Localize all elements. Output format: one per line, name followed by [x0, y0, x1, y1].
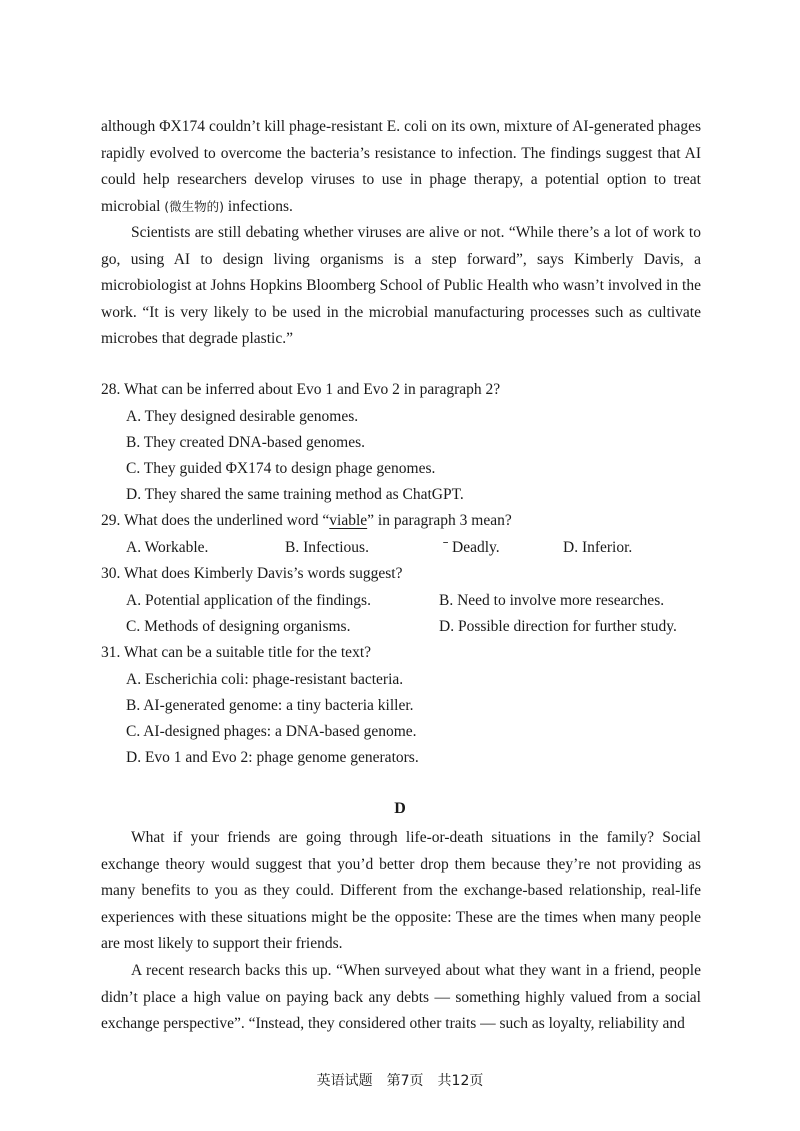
- page-footer: 英语试题 第7页 共12页: [316, 1073, 484, 1089]
- question-29-option-d: D. Inferior.: [563, 539, 633, 556]
- question-30-option-a: A. Potential application of the findings.: [126, 592, 371, 609]
- question-29-option-b: B. Infectious.: [285, 539, 369, 556]
- stem-text: ” in paragraph 3 mean?: [367, 512, 512, 529]
- question-31-stem: 31. What can be a suitable title for the text?: [101, 644, 372, 661]
- passage-c-paragraph-1: [101, 114, 701, 220]
- question-28-stem: 28. What can be inferred about Evo 1 and Evo 2 in paragraph 2?: [101, 381, 501, 398]
- section-d-title: D: [394, 800, 406, 817]
- question-30-option-b: B. Need to involve more researches.: [439, 592, 665, 609]
- question-31-option-a: A. Escherichia coli: phage-resistant bacteria.: [126, 671, 404, 688]
- question-28-option-d: D. They shared the same training method as ChatGPT.: [126, 486, 464, 503]
- paragraph-text: although ΦX174 couldn’t kill phage-resistant E. coli on its own, mixture of AI-generated phages rapidly evolved to overcome the bacteria’s resistance to infection. The findings suggest that AI could help researchers develop viruses to use in phage therapy, a potential option to treat microbial: [101, 118, 701, 215]
- question-29-stem: [101, 508, 512, 534]
- passage-d-paragraph-2: A recent research backs this up. “When surveyed about what they want in a friend, people didn’t place a high value on paying back any debts — something highly valued from a social exchange perspective”. “Instead, they considered other traits — such as loyalty, reliability and: [101, 962, 701, 1033]
- question-28-option-c: C. They guided ΦX174 to design phage genomes.: [126, 460, 436, 477]
- question-31-option-b: B. AI-generated genome: a tiny bacteria killer.: [126, 697, 414, 714]
- underlined-word: viable: [329, 512, 368, 529]
- question-29-option-c: ˉ Deadly.: [443, 539, 500, 556]
- paragraph-text: infections.: [224, 197, 293, 215]
- passage-d-paragraph-1: What if your friends are going through life-or-death situations in the family? Social exchange theory would suggest that you’d better drop them because they’re not providing as many benefits to you as they could. Different from the exchange-based relationship, real-life experiences with these situations might be the opposite: These are the times when many people are most likely to support their friends.: [101, 829, 701, 953]
- question-31-option-d: D. Evo 1 and Evo 2: phage genome generators.: [126, 749, 419, 766]
- question-30-option-c: C. Methods of designing organisms.: [126, 618, 351, 635]
- question-30-stem: 30. What does Kimberly Davis’s words suggest?: [101, 565, 403, 582]
- question-28-option-b: B. They created DNA-based genomes.: [126, 434, 366, 451]
- question-28-option-a: A. They designed desirable genomes.: [126, 408, 359, 425]
- chinese-gloss: (微生物的): [164, 198, 225, 214]
- stem-text: 29. What does the underlined word “: [101, 512, 330, 529]
- passage-c-paragraph-2: Scientists are still debating whether viruses are alive or not. “While there’s a lot of work to go, using AI to design living organisms is a step forward”, says Kimberly Davis, a microbiologist at Johns Hopkins Bloomberg School of Public Health who wasn’t involved in the work. “It is very likely to be used in the microbial manufacturing processes such as cultivate microbes that degrade plastic.”: [101, 224, 701, 348]
- question-29-option-a: A. Workable.: [126, 539, 209, 556]
- question-31-option-c: C. AI-designed phages: a DNA-based genome.: [126, 723, 417, 740]
- question-30-option-d: D. Possible direction for further study.: [439, 618, 677, 635]
